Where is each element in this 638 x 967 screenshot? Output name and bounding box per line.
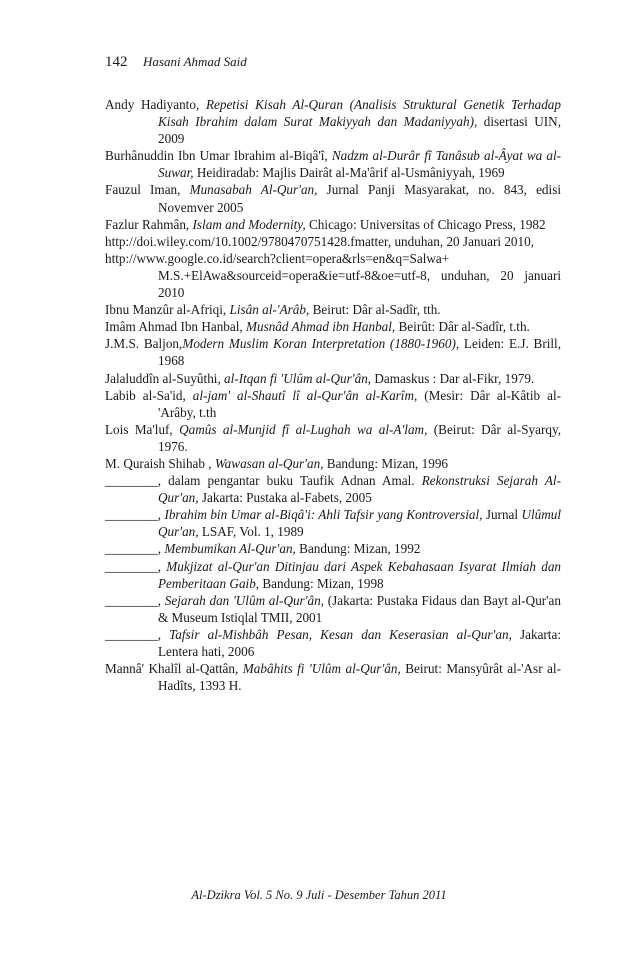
reference-entry xyxy=(105,592,561,626)
reference-text: http://www.google.co.id/search?client=opera&rls=en&q=Salwa+ M.S.+ElAwa&sourceid=opera&ie=utf-8&oe=utf-8, unduhan, 20 januari 2010 xyxy=(105,250,561,301)
reference-entry xyxy=(105,540,561,557)
reference-title: Musnâd Ahmad ibn Hanbal, xyxy=(246,319,396,335)
reference-text: Jurnal xyxy=(482,507,522,523)
reference-text: Fazlur Rahmân, xyxy=(105,216,193,232)
reference-entry xyxy=(105,216,561,233)
reference-text: J.M.S. Baljon, xyxy=(105,336,183,352)
reference-text: , Jakarta: Lentera hati, 2006 xyxy=(158,626,561,659)
reference-title: al-Itqan fi 'Ulûm al-Qur'ân xyxy=(224,370,368,386)
reference-text: ________, dalam pengantar buku Taufik Adnan Amal. xyxy=(105,473,422,489)
reference-text: Lois Ma'luf, xyxy=(105,421,180,437)
reference-text: ________, xyxy=(105,541,165,557)
reference-text: Labib al-Sa'id, xyxy=(105,387,193,403)
reference-text: Beirut: Dâr al-Sadîr, tth. xyxy=(309,302,441,318)
page-number: 142 xyxy=(105,54,128,70)
reference-entry xyxy=(105,250,561,301)
reference-entry xyxy=(105,421,561,455)
reference-title: Modern Muslim Koran Interpretation (1880-1960), xyxy=(182,336,460,352)
reference-entry xyxy=(105,147,561,181)
reference-text: Chicago: Universitas of Chicago Press, 1982 xyxy=(305,216,546,232)
reference-title: Munasabah Al-Qur'an, xyxy=(189,182,318,198)
reference-text: ________, xyxy=(105,558,167,574)
running-header xyxy=(105,54,247,71)
reference-text: LSAF, Vol. 1, 1989 xyxy=(198,524,304,540)
reference-text: , Damaskus : Dar al-Fikr, 1979. xyxy=(367,370,535,386)
reference-text: Burhânuddin Ibn Umar Ibrahim al-Biqâ'î, xyxy=(105,148,332,164)
reference-title: Lisân al-'Arâb, xyxy=(229,302,310,318)
reference-entry xyxy=(105,301,561,318)
reference-text: Leiden: E.J. Brill, 1968 xyxy=(158,336,561,369)
reference-text: Imâm Ahmad Ibn Hanbal, xyxy=(105,319,246,335)
reference-title: Repetisi Kisah Al-Quran (Analisis Struktural Genetik Terhadap Kisah Ibrahim dalam Surat Makiyyah dan Madaniyyah), xyxy=(158,97,561,130)
reference-title: Sejarah dan 'Ulûm al-Qur'ân, xyxy=(164,592,324,608)
reference-entry xyxy=(105,335,561,369)
reference-title: Tafsir al-Mishbâh Pesan, Kesan dan Keserasian al-Qur'an xyxy=(169,626,509,642)
reference-entry xyxy=(105,506,561,540)
reference-entry xyxy=(105,233,561,250)
reference-title: Ibrahim bin Umar al-Biqâ'i: Ahli Tafsir yang Kontroversial, xyxy=(164,507,483,523)
reference-title: Mabâhits fi 'Ulûm al-Qur'ân, xyxy=(242,661,401,677)
reference-title: Qamûs al-Munjid fî al-Lughah wa al-A'lam, xyxy=(179,421,428,437)
reference-text: (Mesir: Dâr al-Kâtib al-'Arâby, t.th xyxy=(158,387,561,420)
reference-text: Bandung: Mizan, 1992 xyxy=(295,541,421,557)
reference-entry xyxy=(105,96,561,147)
reference-text: Jurnal Panji Masyarakat, no. 843, edisi Novemver 2005 xyxy=(158,182,561,215)
reference-entry xyxy=(105,370,561,387)
reference-text: Bandung: Mizan, 1998 xyxy=(259,575,384,591)
reference-text: ________, xyxy=(105,592,165,608)
reference-text: Mannâ' Khalîl al-Qattân, xyxy=(105,661,243,677)
reference-text: (Jakarta: Pustaka Fidaus dan Bayt al-Qur'an & Museum Istiqlal TMII, 2001 xyxy=(158,592,561,625)
reference-text: Andy Hadiyanto, xyxy=(105,97,206,112)
reference-entry xyxy=(105,558,561,592)
reference-text: (Beirut: Dâr al-Syarqy, 1976. xyxy=(158,421,561,454)
reference-text: M. Quraish Shihab , xyxy=(105,455,215,471)
journal-footer: Al-Dzikra Vol. 5 No. 9 Juli - Desember Tahun 2011 xyxy=(191,888,447,902)
reference-title: al-jam' al-Shautî lî al-Qur'ân al-Karîm, xyxy=(192,387,418,403)
reference-title: Mukjizat al-Qur'an Ditinjau dari Aspek Kebahasaan Isyarat Ilmiah dan Pemberitaan Gaib, xyxy=(158,558,562,591)
reference-text: ________, xyxy=(105,626,170,642)
reference-entry xyxy=(105,660,561,694)
reference-text: disertasi UIN, 2009 xyxy=(158,114,561,147)
reference-text: Beirût: Dâr al-Sadîr, t.th. xyxy=(395,319,530,335)
reference-entry xyxy=(105,318,561,335)
reference-text: Fauzul Iman, xyxy=(105,182,190,198)
reference-text: Jalaluddîn al-Suyûthi, xyxy=(105,370,225,386)
reference-entry xyxy=(105,387,561,421)
reference-title: Nadzm al-Durâr fî Tanâsub al-Âyat wa al-Suwar, xyxy=(158,148,562,181)
reference-text: Jakarta: Pustaka al-Fabets, 2005 xyxy=(198,490,372,506)
running-author: Hasani Ahmad Said xyxy=(143,54,247,69)
reference-title: Membumikan Al-Qur'an, xyxy=(164,541,296,557)
reference-title: Ulûmul Qur'an, xyxy=(158,507,561,540)
reference-title: Wawasan al-Qur'an, xyxy=(214,455,324,471)
reference-entry xyxy=(105,472,561,506)
reference-entry xyxy=(105,626,561,660)
reference-text: http://doi.wiley.com/10.1002/9780470751428.fmatter, unduhan, 20 Januari 2010, xyxy=(105,233,534,249)
reference-title: Rekonstruksi Sejarah Al-Qur'an, xyxy=(158,473,561,506)
reference-text: ________, xyxy=(105,507,165,523)
reference-text: Heidiradab: Majlis Dairât al-Ma'ârif al-Usmâniyyah, 1969 xyxy=(193,165,505,181)
reference-entry xyxy=(105,181,561,215)
bibliography-list xyxy=(105,96,561,694)
reference-text: Beirut: Mansyûrât al-'Asr al-Hadîts, 1393 H. xyxy=(158,661,561,694)
reference-text: Ibnu Manzûr al-Afriqi, xyxy=(105,302,230,318)
reference-title: Islam and Modernity, xyxy=(192,216,306,232)
reference-entry xyxy=(105,455,561,472)
reference-text: Bandung: Mizan, 1996 xyxy=(323,455,449,471)
